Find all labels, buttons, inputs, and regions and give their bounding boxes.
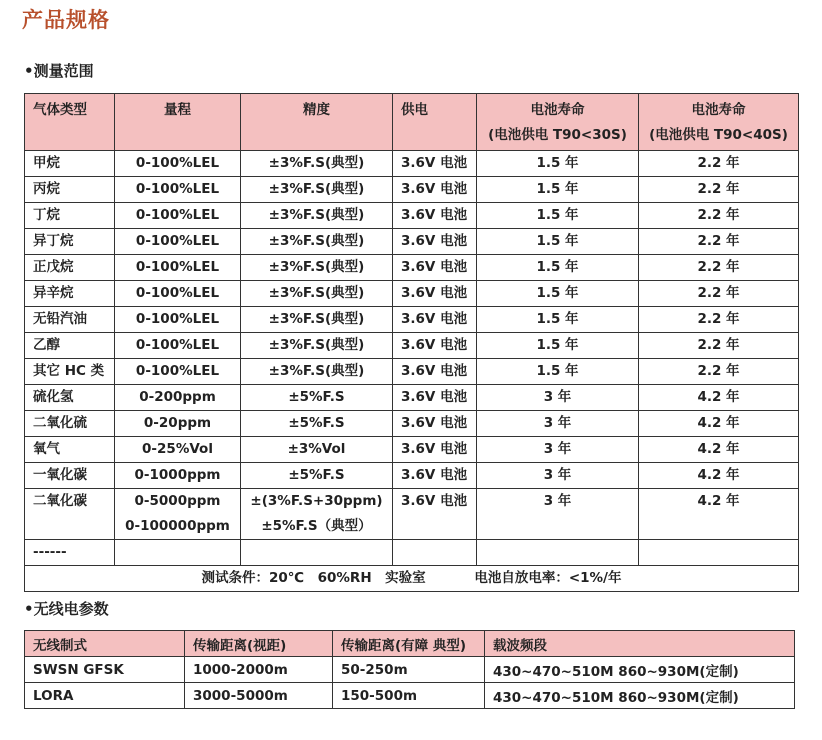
cell-range: 0-20ppm bbox=[115, 411, 241, 437]
header-battery-life-30s-line1: 电池寿命 bbox=[530, 102, 585, 118]
cell-accuracy: ±3%F.S(典型) bbox=[241, 151, 393, 177]
cell-battery-life-40s: 2.2 年 bbox=[639, 203, 799, 229]
cell-battery-life-30s: 1.5 年 bbox=[477, 255, 639, 281]
table-row bbox=[25, 307, 799, 333]
cell-range: 0-1000ppm bbox=[115, 463, 241, 489]
cell-power: 3.6V 电池 bbox=[393, 255, 477, 281]
cell-battery-life-40s: 2.2 年 bbox=[639, 151, 799, 177]
cell-range-los: 1000-2000m bbox=[185, 657, 333, 683]
cell-gas-name: 丙烷 bbox=[25, 177, 115, 203]
cell-power: 3.6V 电池 bbox=[393, 229, 477, 255]
cell-accuracy: ±3%F.S(典型) bbox=[241, 307, 393, 333]
cell-battery-life-30s: 3 年 bbox=[477, 411, 639, 437]
cell-power: 3.6V 电池 bbox=[393, 151, 477, 177]
table-row bbox=[25, 437, 799, 463]
cell-band: 430~470~510M 860~930M(定制) bbox=[485, 683, 795, 709]
table-row-co2 bbox=[25, 489, 799, 540]
cell-gas-name: 正戊烷 bbox=[25, 255, 115, 281]
header-accuracy: 精度 bbox=[241, 94, 393, 151]
cell-accuracy: ±3%Vol bbox=[241, 437, 393, 463]
test-conditions: 测试条件：20℃ 60%RH 实验室 bbox=[201, 570, 426, 586]
header-battery-life-30s bbox=[477, 94, 639, 151]
cell-power: 3.6V 电池 bbox=[393, 203, 477, 229]
cell-gas-name: 甲烷 bbox=[25, 151, 115, 177]
cell-range: 0-100%LEL bbox=[115, 359, 241, 385]
cell-power: 3.6V 电池 bbox=[393, 281, 477, 307]
cell-range: 0-25%Vol bbox=[115, 437, 241, 463]
cell-battery-life-40s: 2.2 年 bbox=[639, 177, 799, 203]
table-row bbox=[25, 411, 799, 437]
table-row bbox=[25, 281, 799, 307]
cell-battery-life-30s: 1.5 年 bbox=[477, 203, 639, 229]
cell-battery-life-40s: 4.2 年 bbox=[639, 437, 799, 463]
cell-gas-name: 二氧化硫 bbox=[25, 411, 115, 437]
cell-battery-life-40s: 4.2 年 bbox=[639, 411, 799, 437]
table-footer-row bbox=[25, 566, 799, 592]
cell-gas-name: 氧气 bbox=[25, 437, 115, 463]
cell-accuracy: ±3%F.S(典型) bbox=[241, 333, 393, 359]
cell-battery-life-30s: 1.5 年 bbox=[477, 151, 639, 177]
table-row bbox=[25, 151, 799, 177]
cell-range: 0-100%LEL bbox=[115, 333, 241, 359]
cell-power: 3.6V 电池 bbox=[393, 463, 477, 489]
cell-battery-life-30s: 1.5 年 bbox=[477, 307, 639, 333]
cell-battery-life-30s: 1.5 年 bbox=[477, 229, 639, 255]
cell-range bbox=[115, 489, 241, 540]
cell-empty bbox=[477, 540, 639, 566]
cell-accuracy bbox=[241, 489, 393, 540]
cell-range-line1: 0-5000ppm bbox=[134, 493, 221, 509]
radio-params-heading: •无线电参数 bbox=[24, 600, 109, 618]
cell-accuracy-line1: ±(3%F.S+30ppm) bbox=[250, 493, 383, 509]
cell-empty bbox=[241, 540, 393, 566]
table-row bbox=[25, 177, 799, 203]
table-row-ellipsis bbox=[25, 540, 799, 566]
cell-battery-life-30s: 3 年 bbox=[477, 489, 639, 540]
cell-empty bbox=[639, 540, 799, 566]
table-row bbox=[25, 385, 799, 411]
table-row bbox=[25, 463, 799, 489]
cell-battery-life-40s: 4.2 年 bbox=[639, 463, 799, 489]
cell-range: 0-100%LEL bbox=[115, 229, 241, 255]
header-battery-life-30s-line2: (电池供电 T90<30S) bbox=[488, 127, 627, 143]
header-gas-type: 气体类型 bbox=[25, 94, 115, 151]
table-row bbox=[25, 359, 799, 385]
cell-gas-name: 其它 HC 类 bbox=[25, 359, 115, 385]
cell-battery-life-40s: 2.2 年 bbox=[639, 229, 799, 255]
cell-empty bbox=[393, 540, 477, 566]
cell-battery-life-30s: 1.5 年 bbox=[477, 333, 639, 359]
cell-accuracy: ±3%F.S(典型) bbox=[241, 177, 393, 203]
cell-power: 3.6V 电池 bbox=[393, 411, 477, 437]
header-range: 量程 bbox=[115, 94, 241, 151]
cell-battery-life-40s: 2.2 年 bbox=[639, 255, 799, 281]
cell-battery-life-40s: 2.2 年 bbox=[639, 359, 799, 385]
cell-range-los: 3000-5000m bbox=[185, 683, 333, 709]
header-standard: 无线制式 bbox=[25, 631, 185, 657]
table-row bbox=[25, 255, 799, 281]
cell-range-line2: 0-100000ppm bbox=[125, 518, 230, 534]
cell-gas-name: 乙醇 bbox=[25, 333, 115, 359]
header-battery-life-40s-line1: 电池寿命 bbox=[691, 102, 746, 118]
header-battery-life-40s bbox=[639, 94, 799, 151]
cell-empty bbox=[115, 540, 241, 566]
cell-accuracy: ±5%F.S bbox=[241, 385, 393, 411]
cell-power: 3.6V 电池 bbox=[393, 177, 477, 203]
table-row bbox=[25, 203, 799, 229]
cell-battery-life-30s: 3 年 bbox=[477, 437, 639, 463]
cell-power: 3.6V 电池 bbox=[393, 359, 477, 385]
cell-accuracy: ±5%F.S bbox=[241, 463, 393, 489]
cell-accuracy: ±3%F.S(典型) bbox=[241, 255, 393, 281]
cell-range: 0-100%LEL bbox=[115, 151, 241, 177]
page-title: 产品规格 bbox=[22, 8, 110, 32]
cell-band: 430~470~510M 860~930M(定制) bbox=[485, 657, 795, 683]
cell-battery-life-30s: 1.5 年 bbox=[477, 177, 639, 203]
table-row bbox=[25, 333, 799, 359]
cell-power: 3.6V 电池 bbox=[393, 385, 477, 411]
cell-range-obstacle: 50-250m bbox=[333, 657, 485, 683]
cell-ellipsis: ------ bbox=[25, 540, 115, 566]
cell-accuracy: ±3%F.S(典型) bbox=[241, 229, 393, 255]
cell-range: 0-100%LEL bbox=[115, 255, 241, 281]
cell-battery-life-40s: 2.2 年 bbox=[639, 307, 799, 333]
cell-accuracy: ±3%F.S(典型) bbox=[241, 203, 393, 229]
cell-range: 0-200ppm bbox=[115, 385, 241, 411]
header-battery-life-40s-line2: (电池供电 T90<40S) bbox=[649, 127, 788, 143]
cell-gas-name: 无铅汽油 bbox=[25, 307, 115, 333]
self-discharge-rate: 电池自放电率：<1%/年 bbox=[474, 570, 622, 586]
cell-power: 3.6V 电池 bbox=[393, 489, 477, 540]
cell-range-obstacle: 150-500m bbox=[333, 683, 485, 709]
measurement-range-heading: •测量范围 bbox=[24, 62, 94, 80]
table-header-row bbox=[25, 631, 795, 657]
table-row bbox=[25, 683, 795, 709]
header-band: 载波频段 bbox=[485, 631, 795, 657]
cell-battery-life-30s: 1.5 年 bbox=[477, 281, 639, 307]
test-conditions-cell bbox=[25, 566, 799, 592]
header-range-obstacle: 传输距离(有障 典型) bbox=[333, 631, 485, 657]
cell-gas-name: 硫化氢 bbox=[25, 385, 115, 411]
cell-gas-name: 异丁烷 bbox=[25, 229, 115, 255]
cell-gas-name: 丁烷 bbox=[25, 203, 115, 229]
cell-battery-life-40s: 4.2 年 bbox=[639, 385, 799, 411]
cell-range: 0-100%LEL bbox=[115, 281, 241, 307]
cell-gas-name: 一氧化碳 bbox=[25, 463, 115, 489]
table-header-row bbox=[25, 94, 799, 151]
radio-params-table bbox=[24, 630, 795, 709]
cell-gas-name: 二氧化碳 bbox=[25, 489, 115, 540]
header-power: 供电 bbox=[393, 94, 477, 151]
cell-range: 0-100%LEL bbox=[115, 203, 241, 229]
cell-gas-name: 异辛烷 bbox=[25, 281, 115, 307]
cell-battery-life-40s: 4.2 年 bbox=[639, 489, 799, 540]
cell-accuracy: ±5%F.S bbox=[241, 411, 393, 437]
cell-power: 3.6V 电池 bbox=[393, 437, 477, 463]
cell-accuracy: ±3%F.S(典型) bbox=[241, 281, 393, 307]
table-row bbox=[25, 229, 799, 255]
cell-battery-life-40s: 2.2 年 bbox=[639, 333, 799, 359]
cell-standard: LORA bbox=[25, 683, 185, 709]
cell-range: 0-100%LEL bbox=[115, 307, 241, 333]
table-row bbox=[25, 657, 795, 683]
cell-range: 0-100%LEL bbox=[115, 177, 241, 203]
cell-power: 3.6V 电池 bbox=[393, 333, 477, 359]
cell-accuracy-line2: ±5%F.S（典型） bbox=[261, 518, 372, 534]
cell-accuracy: ±3%F.S(典型) bbox=[241, 359, 393, 385]
cell-battery-life-40s: 2.2 年 bbox=[639, 281, 799, 307]
cell-power: 3.6V 电池 bbox=[393, 307, 477, 333]
cell-battery-life-30s: 1.5 年 bbox=[477, 359, 639, 385]
measurement-range-table bbox=[24, 93, 799, 592]
cell-battery-life-30s: 3 年 bbox=[477, 463, 639, 489]
header-range-los: 传输距离(视距) bbox=[185, 631, 333, 657]
cell-standard: SWSN GFSK bbox=[25, 657, 185, 683]
cell-battery-life-30s: 3 年 bbox=[477, 385, 639, 411]
